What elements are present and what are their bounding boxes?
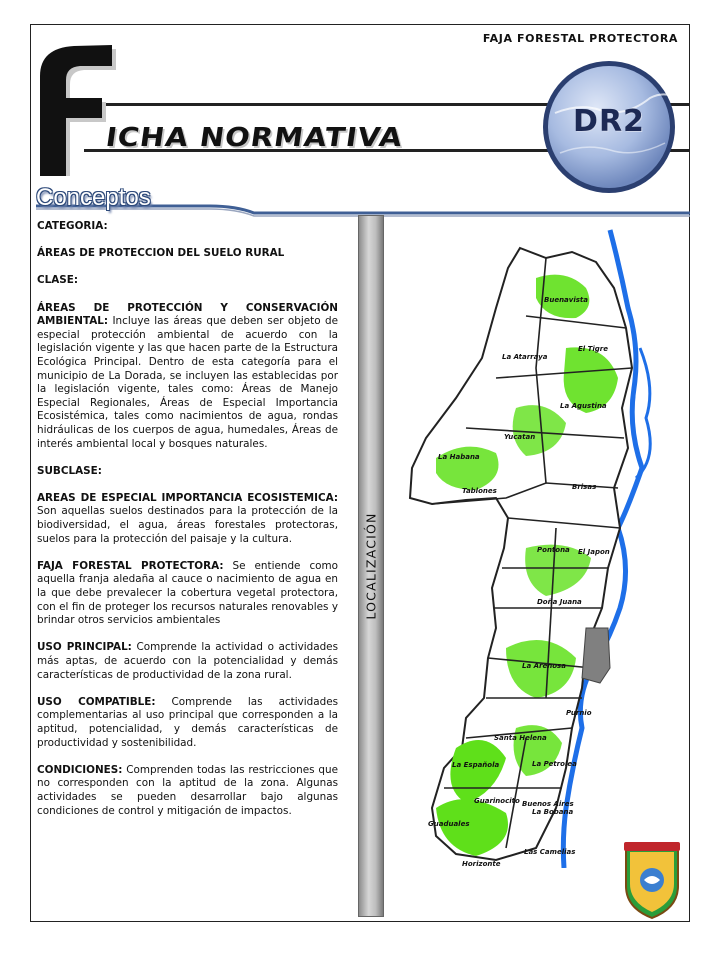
areas-proteccion-term: ÁREAS DE PROTECCIÓN Y CONSERVACIÓN AMBIENTAL: — [37, 301, 338, 328]
map-label-yucatan: Yucatan — [504, 433, 536, 441]
uso-principal-paragraph — [37, 641, 338, 682]
map-label-las-camelias: Las Camelias — [524, 848, 576, 856]
map-label-el-japon: El Japon — [578, 548, 610, 556]
map-label-la-bobana: La Bobana — [532, 808, 574, 816]
faja-text: Se entiende como aquella franja aledaña al cauce o nacimiento de agua en la que debe prevalecer la cobertura vegetal protectora, con el fin de proteger los recursos naturales renovables y brindar otros servicios ambientales — [37, 559, 338, 627]
condiciones-text: Comprenden todas las restricciones que no corresponden con la aptitud de la zona. Algunas actividades se pueden desarrollar bajo algunas condiciones de control y mitigación de impactos. — [37, 763, 338, 817]
areas-especial-text: Son aquellas suelos destinados para la protección de la biodiversidad, el agua, áreas forestales protectoras, suelos para la protección del paisaje y la cultura. — [37, 505, 338, 545]
faja-paragraph — [37, 560, 338, 628]
map-label-horizonte: Horizonte — [462, 860, 501, 868]
map-label-la-espanola: La Española — [452, 761, 500, 769]
urban-area — [582, 628, 610, 683]
map-label-tablones: Tablones — [462, 487, 497, 495]
map-label-pontona: Pontona — [537, 546, 570, 554]
map-label-santa-helena: Santa Helena — [494, 734, 547, 742]
categoria-value: ÁREAS DE PROTECCION DEL SUELO RURAL — [37, 247, 285, 260]
map-label-la-arenosa: La Arenosa — [522, 662, 566, 670]
map-label-el-tigre: El Tigre — [578, 345, 609, 353]
map-label-purnio: Purnio — [566, 709, 592, 717]
areas-especial-term: AREAS DE ESPECIAL IMPORTANCIA ECOSISTEMICA: — [37, 491, 338, 504]
faja-term: FAJA FORESTAL PROTECTORA: — [37, 559, 224, 572]
map-label-guarinocito: Guarinocito — [474, 797, 520, 805]
uso-principal-text: Comprende la actividad o actividades más aptas, de acuerdo con la potencialidad y demás características de productividad de la zona rural. — [37, 641, 338, 681]
map-label-dona-juana: Doña Juana — [537, 598, 582, 606]
document-title: ICHA NORMATIVA — [103, 121, 405, 153]
map-label-la-agustina: La Agustina — [560, 402, 607, 410]
map-label-la-habana: La Habana — [438, 453, 480, 461]
map-label-buenavista: Buenavista — [544, 296, 588, 304]
condiciones-paragraph — [37, 764, 338, 818]
section-title: Conceptos — [36, 184, 151, 211]
code-badge-label: DR2 — [573, 104, 645, 139]
categoria-label: CATEGORIA: — [37, 220, 108, 232]
subclase-label: SUBCLASE: — [37, 464, 102, 477]
areas-especial-paragraph — [37, 492, 338, 546]
uso-compatible-text: Comprende las actividades complementarias al uso principal que corresponden a la aptitud, potencialidad, y demás características de productividad y sostenibilidad. — [37, 695, 339, 749]
clase-label: CLASE: — [37, 274, 79, 287]
map-label-la-atarraya: La Atarraya — [502, 353, 548, 361]
areas-proteccion-text: Incluye las áreas que deben ser objeto de especial protección ambiental de acuerdo con la legislación vigente y las que hacen parte de la Estructura Ecológica Principal. Dentro de esta categoría para el municipio de La Dorada, se incluyen las establecidas por la legislación vigente, tales como: Áreas de Manejo Especial Regionales, Áreas de Especial Importancia Ecosistémica, tales como nacimientos de agua, rondas hidráulicas de los cuerpos de agua, humedales, Áreas de interés ambiental local y bosques naturales. — [37, 315, 338, 450]
map-label-guaduales: Guaduales — [428, 820, 470, 828]
condiciones-term: CONDICIONES: — [37, 763, 123, 776]
municipality-shield — [620, 838, 684, 920]
uso-principal-term: USO PRINCIPAL: — [37, 641, 132, 654]
map-label-brisas: Brisas — [572, 483, 597, 491]
uso-compatible-term: USO COMPATIBLE: — [37, 695, 156, 708]
map-label-buenos-aires: Buenos Aires — [522, 800, 574, 808]
concepts-text — [37, 220, 338, 832]
areas-proteccion-paragraph — [37, 302, 338, 452]
localizacion-label: LOCALIZACIÓN — [363, 512, 379, 620]
uso-compatible-paragraph — [37, 696, 338, 750]
map-label-la-petrolea: La Petrolea — [532, 760, 577, 768]
document-top-label: FAJA FORESTAL PROTECTORA — [482, 32, 678, 45]
